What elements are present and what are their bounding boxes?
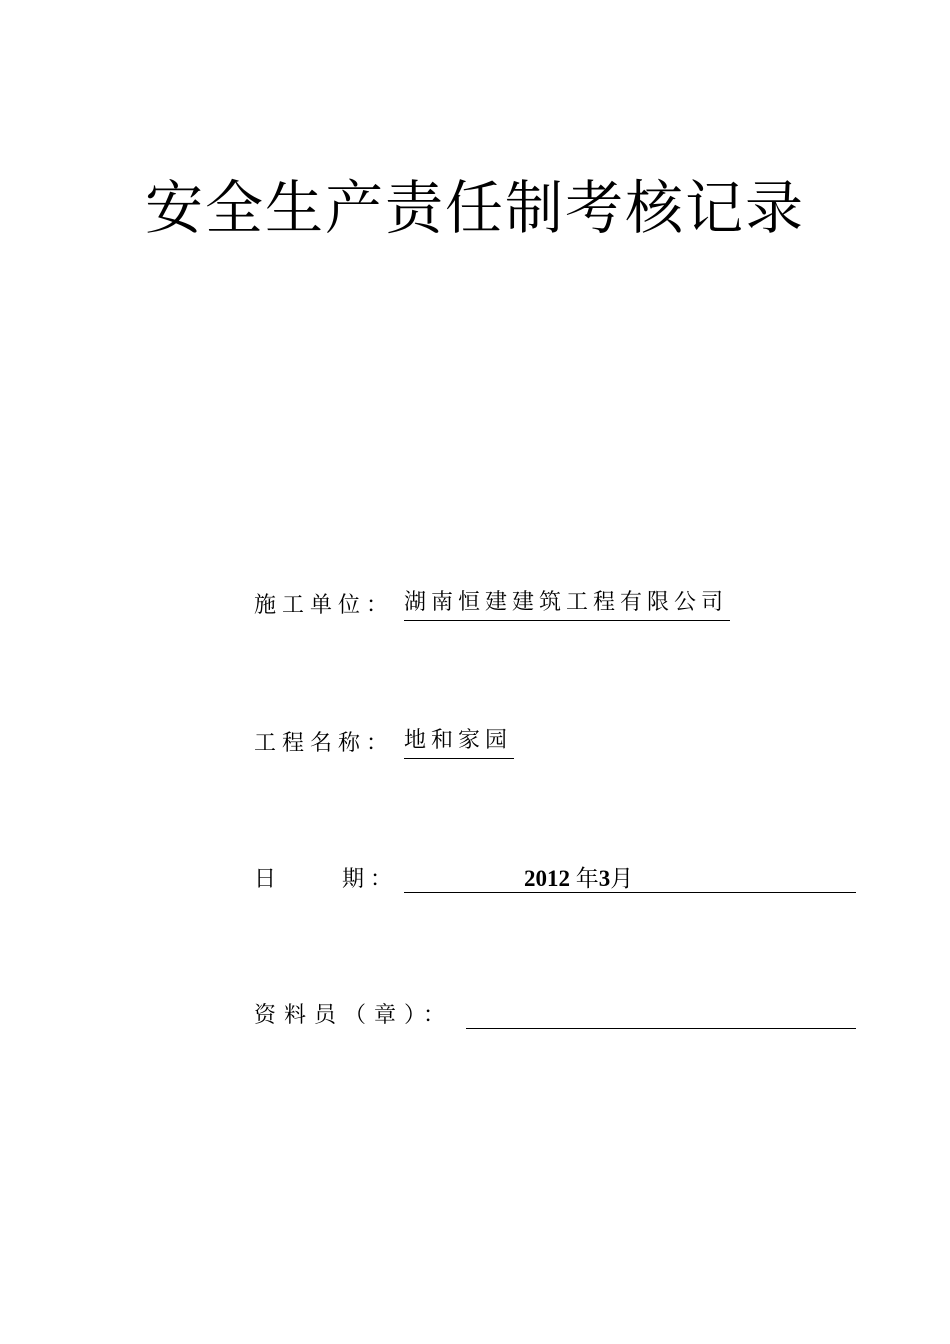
date-value xyxy=(524,862,633,896)
project-label: 工程名称： xyxy=(254,731,395,756)
date-label-rest: 期： xyxy=(342,867,399,892)
project-value: 地和家园 xyxy=(404,724,514,759)
project-row xyxy=(254,724,854,764)
document-title: 安全生产责任制考核记录 xyxy=(144,174,805,242)
date-row xyxy=(254,860,864,900)
unit-label: 施工单位： xyxy=(254,593,395,618)
date-month-unit: 月 xyxy=(610,866,634,892)
unit-row xyxy=(254,586,854,626)
date-year: 2012 xyxy=(524,866,570,891)
date-label-first-char: 日 xyxy=(254,867,283,892)
unit-value: 湖南恒建建筑工程有限公司 xyxy=(404,586,730,621)
clerk-row xyxy=(254,996,864,1036)
date-year-unit: 年 xyxy=(575,866,599,892)
clerk-signature-line xyxy=(466,996,856,1029)
date-month: 3 xyxy=(598,866,611,891)
clerk-label: 资料员（章）： xyxy=(254,1003,454,1028)
